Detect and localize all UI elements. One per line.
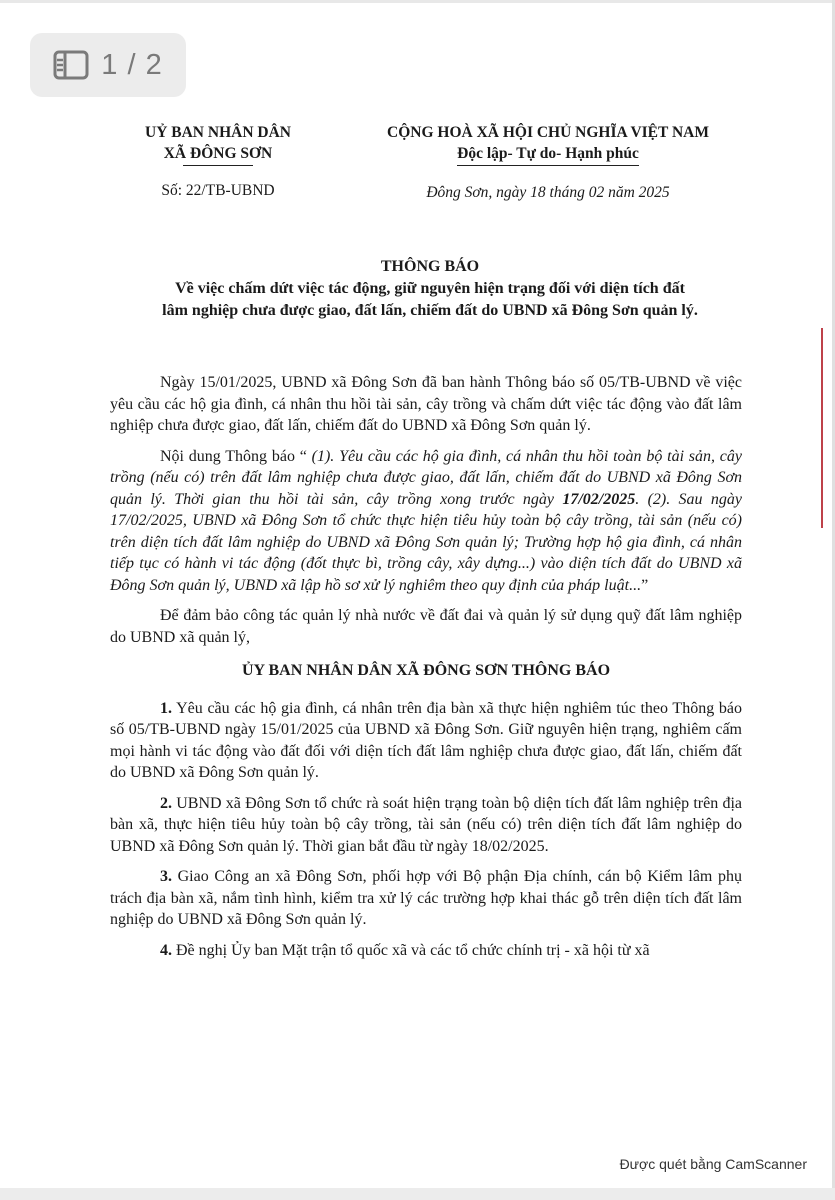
document-number: Số: 22/TB-UBND [161,182,275,199]
item-number: 2. [160,794,172,812]
notice-body [110,372,742,970]
notice-heading: THÔNG BÁO [380,258,480,275]
list-item [110,866,742,931]
notice-title-block [90,256,770,322]
national-title-block [348,122,748,166]
section-heading: ỦY BAN NHÂN DÂN XÃ ĐÔNG SƠN THÔNG BÁO [241,662,611,679]
item-text: Giao Công an xã Đông Sơn, phối hợp với Bộ phận Địa chính, cán bộ Kiểm lâm phụ trách địa bàn xã, nắm tình hình, kiểm tra xử lý các trường hợp khai thác gỗ trên diện tích đất lâm nghiệp do UBND xã Đông Sơn quản lý. [110,868,742,928]
item-number: 1. [160,699,172,717]
item-number: 3. [160,868,172,885]
document-date: Đông Sơn, ngày 18 tháng 02 năm 2025 [426,184,670,201]
item-text: Đề nghị Ủy ban Mặt trận tổ quốc xã và các tổ chức chính trị - xã hội từ xã [176,941,650,959]
paragraph-2-deadline: 17/02/2025 [562,490,636,508]
notice-subject-line1: Về việc chấm dứt việc tác động, giữ nguyên hiện trạng đối với diện tích đất [175,280,685,297]
paragraph-3: Để đảm bảo công tác quản lý nhà nước về đất đai và quản lý sử dụng quỹ đất lâm nghiệp do UBND xã quản lý, [110,607,742,646]
paragraph-2-quote-part1: (1). Yêu cầu các hộ gia đình, cá nhân thu hồi toàn bộ tài sản, cây trồng (nếu có) trên đất lâm nghiệp chưa được giao, đất lấn, chiếm đất do UBND xã Đông Sơn quản lý. Thời gian thu hồi tài sản, cây trồng xong trước ngày [110,447,743,508]
page-indicator[interactable] [30,33,186,97]
paragraph-2-close: ” [641,576,649,594]
national-title: CỘNG HOÀ XÃ HỘI CHỦ NGHĨA VIỆT NAM [387,124,709,141]
camscanner-watermark: Được quét bằng CamScanner [619,1156,807,1172]
paragraph-2 [110,446,742,597]
page-indicator-label: 1 / 2 [101,48,163,81]
notice-subject-line2: lâm nghiệp chưa được giao, đất lấn, chiếm đất do UBND xã Đông Sơn quản lý. [162,302,698,319]
list-item [110,793,742,858]
paragraph-2-quote-part2: . (2). Sau ngày 17/02/2025, UBND xã Đông Sơn tổ chức thực hiện tiêu hủy toàn bộ cây trồng, tài sản (nếu có) trên diện tích đất lâm nghiệp do UBND xã Đông Sơn quản lý; Trường hợp hộ gia đình, cá nhân tiếp tục có hành vi tác động (đốt thực bì, trồng cây, xây dựng...) vào diện tích đất do UBND xã Đông Sơn quản lý, UBND xã lập hồ sơ xử lý nghiêm theo quy định của pháp luật... [110,490,742,594]
paragraph-1: Ngày 15/01/2025, UBND xã Đông Sơn đã ban hành Thông báo số 05/TB-UBND về việc yêu cầu các hộ gia đình, cá nhân thu hồi tài sản, cây trồng và chấm dứt việc tác động vào đất lâm nghiệp chưa được giao, đất lấn, chiếm đất do UBND xã Đông Sơn quản lý. [110,374,742,434]
issuer-line1: UỶ BAN NHÂN DÂN [145,124,291,141]
list-item [110,940,742,962]
scan-red-edge-mark [821,328,823,528]
page-top-edge [0,0,835,3]
paragraph-2-lead: Nội dung Thông báo “ [160,447,312,465]
item-number: 4. [160,941,172,959]
issuer-line2: XÃ ĐÔNG SƠN [163,145,273,162]
page-bottom-edge [0,1188,835,1200]
list-item [110,698,742,784]
issuer-underline [183,165,253,166]
item-text: Yêu cầu các hộ gia đình, cá nhân trên địa bàn xã thực hiện nghiêm túc theo Thông báo số 05/TB-UBND ngày 15/01/2025 của UBND xã Đông Sơn. Giữ nguyên hiện trạng, nghiêm cấm mọi hành vi tác động vào đất đối với diện tích đất lâm nghiệp chưa được giao, đất lấn, chiếm đất do UBND xã Đông Sơn quản lý. [110,699,742,781]
pages-icon [53,50,89,80]
national-motto: Độc lập- Tự do- Hạnh phúc [457,143,639,166]
item-text: UBND xã Đông Sơn tổ chức rà soát hiện trạng toàn bộ diện tích đất lâm nghiệp trên địa bàn xã, thực hiện tiêu hủy toàn bộ cây trồng, tài sản (nếu có) trên diện tích đất lâm nghiệp do UBND xã Đông Sơn quản lý. Thời gian bắt đầu từ ngày 18/02/2025. [110,794,743,855]
issuer-block [118,122,318,166]
